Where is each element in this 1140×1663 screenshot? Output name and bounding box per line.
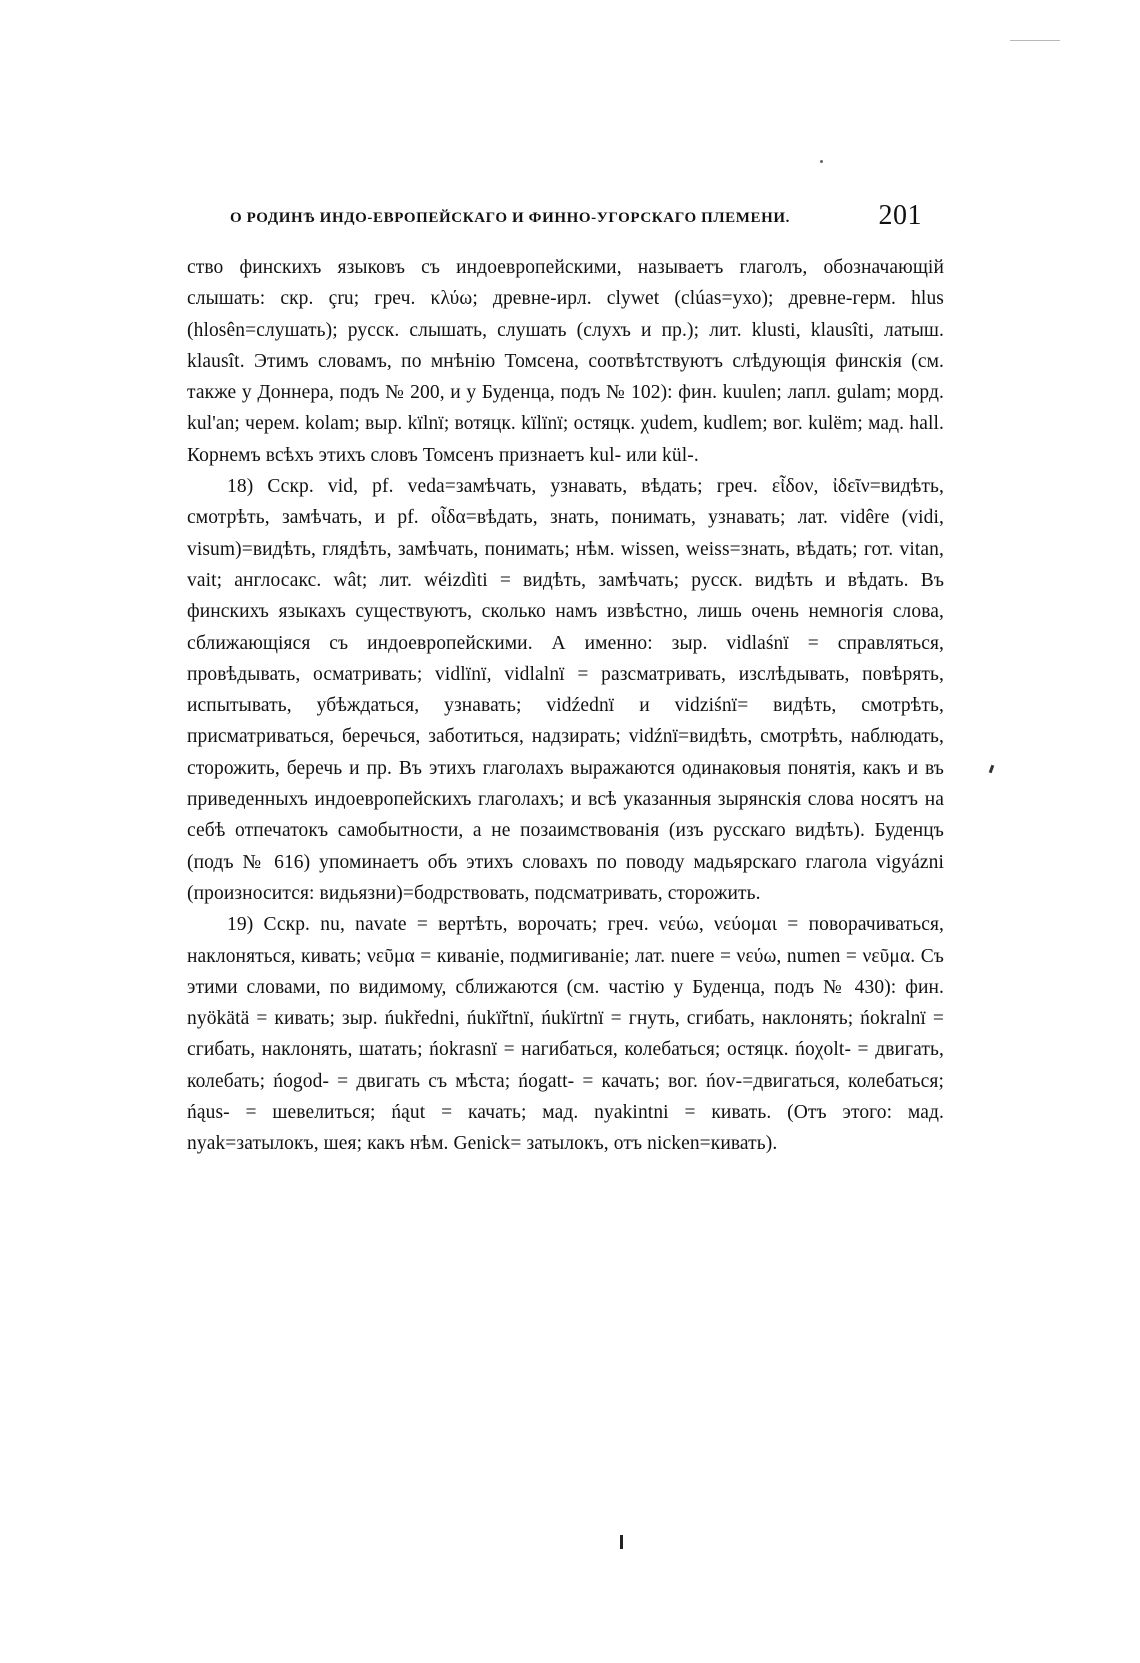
paragraph-18-vid: 18) Сскр. vid, pf. veda=замѣчать, узнавать, вѣдать; греч. εἶδον, ἰδεῖν=видѣть, смотрѣть, замѣчать, и pf. οἶδα=вѣдать, знать, понимать, узнавать; лат. vidêre (vidi, visum)=видѣть, глядѣть, замѣчать, понимать; нѣм. wissen, weiss=знать, вѣдать; гот. vitan, vait; англосакс. wât; лит. wéizdìti = видѣть, замѣчать; русск. видѣть и вѣдать. Въ финскихъ языкахъ существуютъ, сколько намъ извѣстно, лишь очень немногія слова, сближающіяся съ индоевропейскими. А именно: зыр. vidlaśnï = справляться, провѣдывать, осматривать; vidlïnï, vidlalnï = разсматривать, изслѣдывать, повѣрять, испытывать, убѣждаться, узнавать; vidźednï и vidziśnï= видѣть, смотрѣть, присматриваться, беречься, заботиться, надзирать; vidźnï=видѣть, смотрѣть, наблюдать, сторожить, беречь и пр. Въ этихъ глаголахъ выражаются одинаковыя понятія, какъ и въ приведенныхъ индоевропейскихъ глаголахъ; и всѣ указанныя зырянскія слова носятъ на себѣ отпечатокъ самобытности, а не позаимствованія (изъ русскаго видѣть). Буденцъ (подъ № 616) упоминаетъ объ этихъ словахъ по поводу мадьярскаго глагола vigyázni (произносится: видьязни)=бодрствовать, подсматривать, сторожить. — [187, 476, 944, 904]
print-speck — [820, 160, 823, 163]
running-head — [230, 200, 930, 240]
page-number: 201 — [878, 200, 922, 231]
margin-mark — [989, 765, 995, 774]
body-text — [187, 252, 944, 1160]
scan-edge-rule — [1010, 40, 1060, 41]
paragraph-19-nu: 19) Сскр. nu, navate = вертѣть, ворочать; греч. νεύω, νεύομαι = поворачиваться, наклоняться, кивать; νεῦμα = киваніе, подмигиваніе; лат. nuere = νεύω, numen = νεῦμα. Съ этими словами, по видимому, сближаются (см. частію у Буденца, подъ № 430): фин. nyökätä = кивать; зыр. ńukředni, ńukïřtnï, ńukïrtnï = гнуть, сгибать, наклонять; ńokralnï = сгибать, наклонять, шатать; ńokrasnï = нагибаться, колебаться; остяцк. ńoχolt- = двигать, колебать; ńogod- = двигать съ мѣста; ńogatt- = качать; вог. ńov-=двигаться, колебаться; ńąus- = шевелиться; ńąut = качать; мад. nyakintni = кивать. (Отъ этого: мад. nyak=затылокъ, шея; какъ нѣм. Genick= затылокъ, отъ nicken=кивать). — [187, 914, 944, 1155]
paragraph-continuation: ство финскихъ языковъ съ индоевропейскими, называетъ глаголъ, обозначающій слышать: скр. çru; греч. κλύω; древне-ирл. clywet (clúas=ухо); древне-герм. hlus (hlosên=слушать); русск. слышать, слушать (слухъ и пр.); лит. klusti, klausîti, латыш. klausît. Этимъ словамъ, по мнѣнію Томсена, соотвѣтствуютъ слѣдующія финскія (см. также у Доннера, подъ № 200, и у Буденца, подъ № 102): фин. kuulen; лапл. gulam; морд. kul'an; черем. kolam; выр. kïlnï; вотяцк. kïlïnï; остяцк. χudem, kudlem; вог. kulëm; мад. hall. Корнемъ всѣхъ этихъ словъ Томсенъ признаетъ kul- или kül-. — [187, 257, 944, 466]
print-tick — [620, 1535, 623, 1549]
running-title: О РОДИНѢ ИНДО-ЕВРОПЕЙСКАГО И ФИННО-УГОРСКАГО ПЛЕМЕНИ. — [230, 210, 790, 226]
